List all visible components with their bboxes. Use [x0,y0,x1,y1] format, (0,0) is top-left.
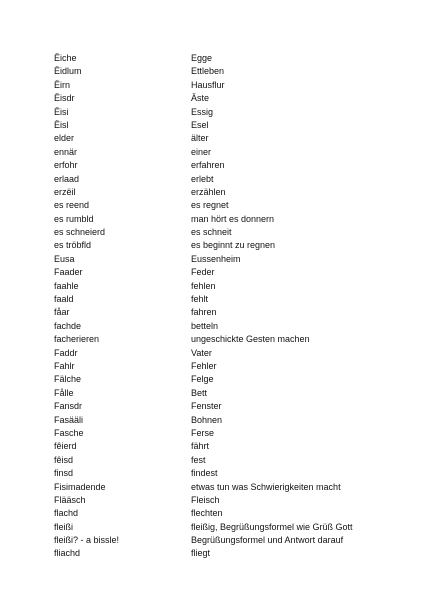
word-list-row [54,119,394,132]
word-list-row [54,494,394,507]
word-list-row [54,400,394,413]
dialect-word: erfohr [54,160,78,171]
dialect-word: fliachd [54,548,81,559]
word-list-row [54,467,394,480]
german-translation: Hausflur [191,79,225,90]
word-list-row [54,132,394,145]
word-list-row [54,547,394,560]
german-translation: erzählen [191,186,226,197]
dialect-word: Ëisi [54,106,69,117]
dialect-word: Eusa [54,253,75,264]
word-list-row [54,173,394,186]
dialect-word: Fahlr [54,360,75,371]
dialect-word: Fålle [54,387,74,398]
dialect-word: fêierd [54,441,77,452]
word-list-row [54,521,394,534]
german-translation: Eussenheim [191,253,241,264]
german-translation: fehlen [191,280,216,291]
word-list-row [54,280,394,293]
word-list-row [54,414,394,427]
dialect-word: Flääsch [54,494,86,505]
dialect-word: Ëisdr [54,93,75,104]
word-list-row [54,333,394,346]
word-list-row [54,320,394,333]
dialect-word: fêisd [54,454,74,465]
word-list-row [54,306,394,319]
dialect-word: faald [54,294,74,305]
german-translation: flechten [191,508,223,519]
word-list-row [54,226,394,239]
dialect-word: erzëil [54,186,76,197]
german-translation: Feder [191,267,215,278]
german-translation: fest [191,454,206,465]
dialect-word: es schneierd [54,227,106,238]
german-translation: Begrüßungsformel und Antwort darauf [191,535,344,546]
german-translation: Vater [191,347,212,358]
german-translation: fliegt [191,548,211,559]
german-translation: Äste [191,93,210,104]
german-translation: Ferse [191,427,215,438]
dialect-word: ennär [54,146,78,157]
dialect-word: facherieren [54,334,100,345]
word-list-row [54,373,394,386]
word-list-row [54,454,394,467]
dialect-word: Fisimadende [54,481,106,492]
german-translation: findest [191,468,218,479]
dialect-word: finsd [54,468,74,479]
word-list-row [54,92,394,105]
word-list-row [54,293,394,306]
dialect-word: es reend [54,200,90,211]
dialect-word: fachde [54,320,82,331]
german-translation: Ettleben [191,66,225,77]
german-translation: man hört es donnern [191,213,275,224]
word-list-row [54,360,394,373]
dialect-word: Ëiche [54,53,77,63]
word-list-row [54,387,394,400]
dialect-word: Faddr [54,347,78,358]
german-translation: erfahren [191,160,225,171]
dialect-word: Fasääli [54,414,84,425]
word-list-row [54,239,394,252]
dialect-word: es rumbld [54,213,94,224]
word-list-row [54,146,394,159]
german-translation: Fenster [191,401,222,412]
german-translation: einer [191,146,212,157]
word-list-row [54,266,394,279]
german-translation: Egge [191,53,213,63]
german-translation: Bohnen [191,414,223,425]
word-list-row [54,253,394,266]
dialect-word: Ëidlum [54,66,82,77]
word-list-row [54,199,394,212]
dialect-word: Ëirn [54,79,71,90]
german-translation: ungeschickte Gesten machen [191,334,310,345]
german-translation: es beginnt zu regnen [191,240,276,251]
german-translation: fährt [191,441,210,452]
german-translation: fahren [191,307,217,318]
german-translation: Fehler [191,360,217,371]
word-list-row [54,106,394,119]
german-translation: älter [191,133,209,144]
word-list-row [54,481,394,494]
dialect-word: Fälche [54,374,82,385]
german-translation: es regnet [191,200,229,211]
dialect-word: Faader [54,267,83,278]
german-translation: fleißig, Begrüßungsformel wie Grüß Gott [191,521,353,532]
dialect-word: flachd [54,508,79,519]
dialect-word: fleißi [54,521,74,532]
german-translation: Felge [191,374,214,385]
word-list-row [54,507,394,520]
word-list-row [54,427,394,440]
word-list-row [54,52,394,65]
german-translation: betteln [191,320,219,331]
dialect-word: Fasche [54,427,84,438]
word-list-row [54,534,394,547]
word-list [54,52,394,561]
dialect-word: erlaad [54,173,80,184]
german-translation: etwas tun was Schwierigkeiten macht [191,481,341,492]
dialect-word: faahle [54,280,79,291]
word-list-row [54,213,394,226]
german-translation: Essig [191,106,214,117]
german-translation: Fleisch [191,494,220,505]
word-list-row [54,186,394,199]
german-translation: Bett [191,387,208,398]
word-list-row [54,79,394,92]
word-list-row [54,159,394,172]
german-translation: es schneit [191,227,232,238]
dialect-word: fleißi? - a bissle! [54,535,120,546]
german-translation: Esel [191,119,209,130]
german-translation: fehlt [191,294,209,305]
word-list-row [54,347,394,360]
dialect-word: Ëisl [54,119,69,130]
dialect-word: Fansdr [54,401,83,412]
word-list-row [54,65,394,78]
dialect-word: es tröbfld [54,240,92,251]
dialect-word: fåar [54,307,70,318]
word-list-row [54,440,394,453]
dialect-word: elder [54,133,75,144]
german-translation: erlebt [191,173,214,184]
